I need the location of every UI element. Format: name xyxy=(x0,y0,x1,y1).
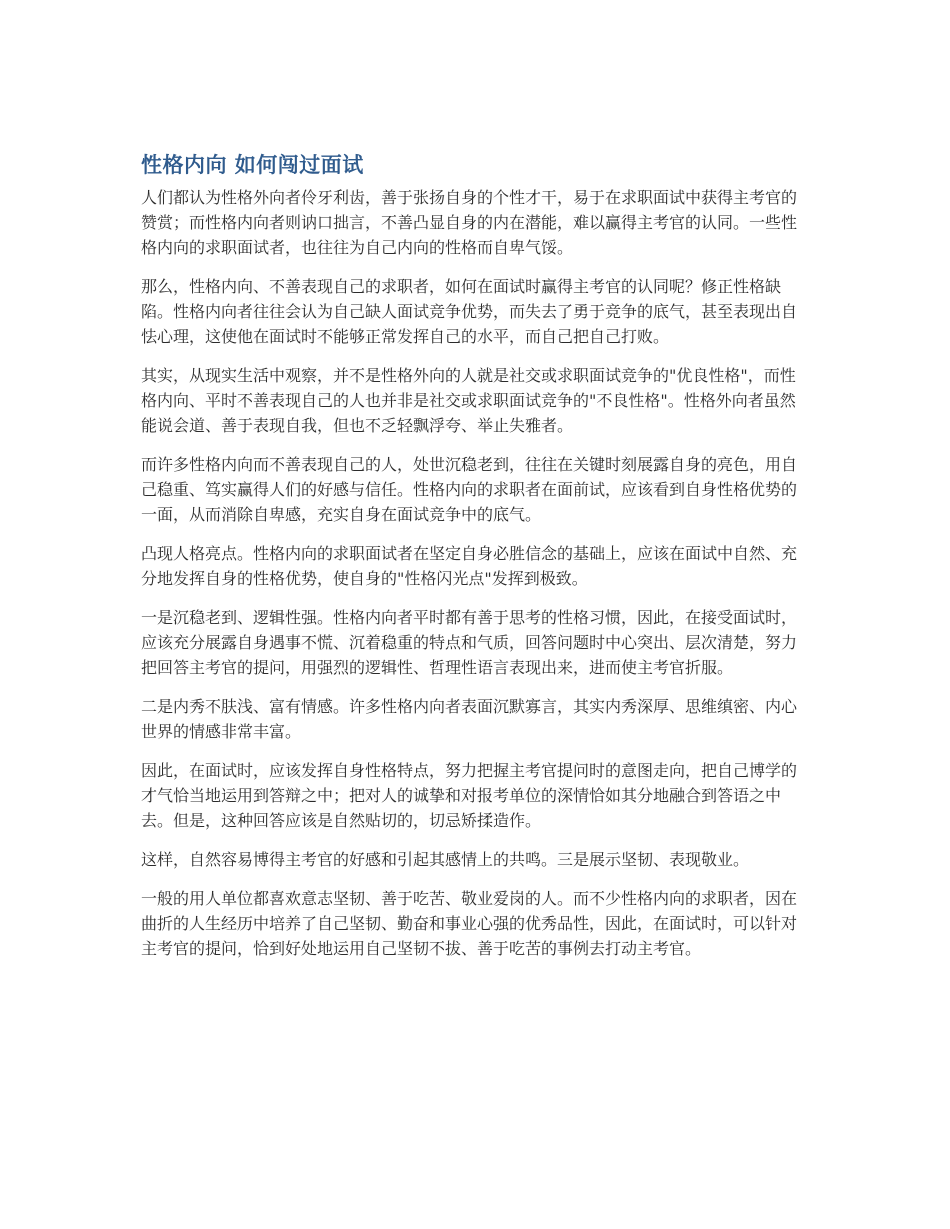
paragraph-7: 二是内秀不肤浅、富有情感。许多性格内向者表面沉默寡言，其实内秀深厚、思维缜密、内心世界的情感非常丰富。 xyxy=(141,697,798,741)
paragraph-5: 凸现人格亮点。性格内向的求职面试者在坚定自身必胜信念的基础上，应该在面试中自然、充分地发挥自身的性格优势，使自身的"性格闪光点"发挥到极致。 xyxy=(141,544,798,588)
document-page xyxy=(141,150,811,975)
document-title: 性格内向 如何闯过面试 xyxy=(141,153,364,177)
paragraph-1: 人们都认为性格外向者伶牙利齿，善于张扬自身的个性才干，易于在求职面试中获得主考官的赞赏；而性格内向者则讷口拙言，不善凸显自身的内在潜能，难以赢得主考官的认同。一些性格内向的求职面试者，也往往为自己内向的性格而自卑气馁。 xyxy=(141,188,798,257)
paragraph-8: 因此，在面试时，应该发挥自身性格特点，努力把握主考官提问时的意图走向，把自己博学的才气恰当地运用到答辩之中；把对人的诚挚和对报考单位的深情恰如其分地融合到答语之中去。但是，这种回答应该是自然贴切的，切忌矫揉造作。 xyxy=(141,761,798,830)
paragraph-3: 其实，从现实生活中观察，并不是性格外向的人就是社交或求职面试竞争的"优良性格"，而性格内向、平时不善表现自己的人也并非是社交或求职面试竞争的"不良性格"。性格外向者虽然能说会道、善于表现自我，但也不乏轻飘浮夸、举止失雅者。 xyxy=(141,366,796,435)
paragraph-10: 一般的用人单位都喜欢意志坚韧、善于吃苦、敬业爱岗的人。而不少性格内向的求职者，因在曲折的人生经历中培养了自己坚韧、勤奋和事业心强的优秀品性，因此，在面试时，可以针对主考官的提问，恰到好处地运用自己坚韧不拔、善于吃苦的事例去打动主考官。 xyxy=(141,889,798,958)
paragraph-4: 而许多性格内向而不善表现自己的人，处世沉稳老到，往往在关键时刻展露自身的亮色，用自己稳重、笃实赢得人们的好感与信任。性格内向的求职者在面前试，应该看到自身性格优势的一面，从而消除自卑感，充实自身在面试竞争中的底气。 xyxy=(141,455,798,524)
paragraph-6: 一是沉稳老到、逻辑性强。性格内向者平时都有善于思考的性格习惯，因此，在接受面试时，应该充分展露自身遇事不慌、沉着稳重的特点和气质，回答问题时中心突出、层次清楚，努力把回答主考官的提问，用强烈的逻辑性、哲理性语言表现出来，进而使主考官折服。 xyxy=(141,608,798,677)
paragraph-2: 那么，性格内向、不善表现自己的求职者，如何在面试时赢得主考官的认同呢？修正性格缺陷。性格内向者往往会认为自己缺人面试竞争优势，而失去了勇于竞争的底气，甚至表现出自怯心理，这使他在面试时不能够正常发挥自己的水平，而自己把自己打败。 xyxy=(141,277,798,346)
paragraph-9: 这样，自然容易博得主考官的好感和引起其感情上的共鸣。三是展示坚韧、表现敬业。 xyxy=(141,850,750,869)
